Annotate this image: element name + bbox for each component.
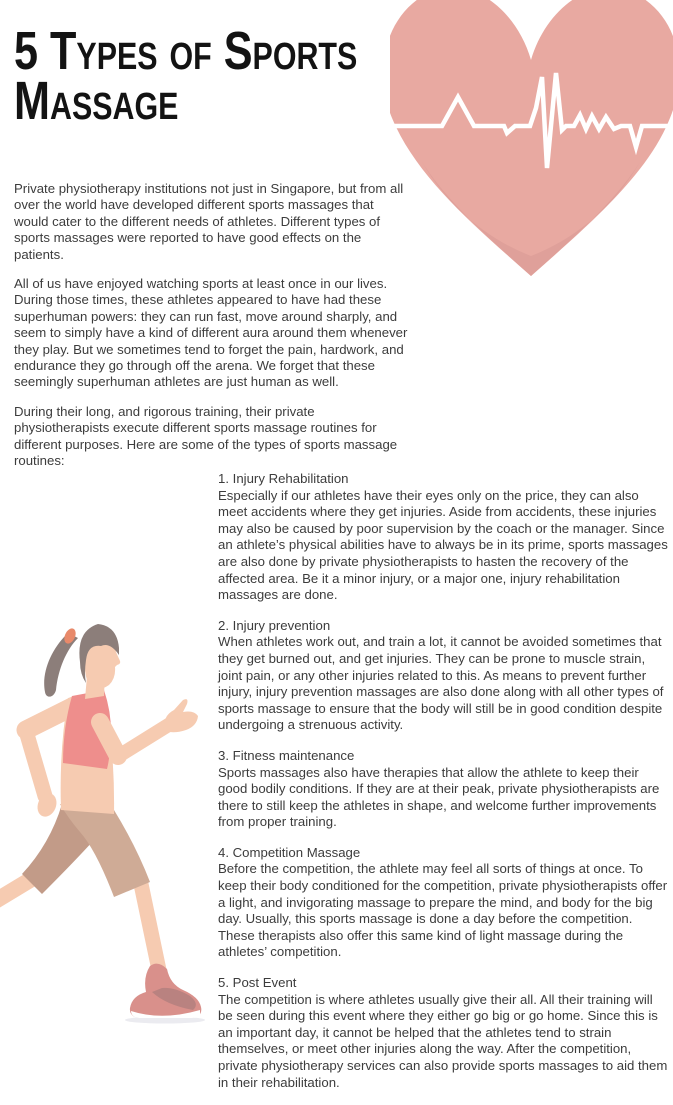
heart-ekg-illustration: [390, 0, 673, 286]
section-fitness-maintenance: [218, 748, 668, 831]
section-body: Before the competition, the athlete may feel all sorts of things at once. To keep their body conditioned for the competition, private physiotherapists offer a light, and invigorating massage to prepare the mind, and body for the big day. Usually, this sports massage is done a day before the competition. These therapists also offer this same kind of light massage during the athletes’ competition.: [218, 861, 668, 960]
section-competition-massage: [218, 845, 668, 961]
section-body: Sports massages also have therapies that allow the athlete to keep their good bodily conditions. If they are at their peak, private physiotherapists are there to still keep the athletes in shape, and welcome further improvements from proper training.: [218, 764, 660, 830]
section-injury-rehabilitation: [218, 471, 668, 604]
intro-paragraphs: [14, 181, 410, 483]
heart-icon: [390, 0, 673, 276]
section-post-event: [218, 975, 668, 1091]
section-body: Especially if our athletes have their eyes only on the price, they can also meet accidents where they get injuries. Aside from accidents, these injuries may also be caused by poor supervision by the coach or the manager. Since an athlete’s physical abilities have to always be in its prime, sports massages are also done by private physiotherapists to hasten the recovery of the affected area. Be it a minor injury, or a major one, injury rehabilitation massages are done.: [218, 487, 668, 603]
section-heading: 4. Competition Massage: [218, 844, 361, 860]
section-body: When athletes work out, and train a lot, it cannot be avoided sometimes that they get burned out, and get injuries. They can be prone to muscle strain, joint pain, or any other injuries related to this. As means to prevent further injury, injury prevention massages are also done along with all other types of sports massage to ensure that the body will still be in good condition despite undergoing a strenuous activity.: [218, 634, 664, 733]
section-heading: 5. Post Event: [218, 975, 297, 991]
jogging-woman-icon: [0, 624, 205, 1024]
section-injury-prevention: [218, 618, 668, 734]
section-body: The competition is where athletes usually give their all. All their training will be seen during this event where they either go big or go home. Since this is an important day, it cannot be helped that the athletes tend to strain themselves, or meet other injuries along the way. After the competition, private physiotherapy services can also provide sports massages to aid them in their rehabilitation.: [218, 991, 668, 1090]
section-heading: 3. Fitness maintenance: [218, 747, 355, 763]
runner-illustration: [0, 600, 220, 1024]
massage-type-sections: [218, 471, 668, 1105]
intro-paragraph-2: All of us have enjoyed watching sports at least once in our lives. During those times, these athletes appeared to have had these superhuman powers: they can run fast, move around sharply, and seem to simply have a kind of different aura around them whenever they play. But we sometimes tend to forget the pain, hardwork, and endurance they go through off the arena. We forget that these seemingly superhuman athletes are just human as well.: [14, 276, 408, 390]
page-title: 5 Types of Sports Massage: [14, 21, 358, 131]
section-heading: 1. Injury Rehabilitation: [218, 471, 349, 486]
section-heading: 2. Injury prevention: [218, 617, 331, 633]
intro-paragraph-3: During their long, and rigorous training, their private physiotherapists execute different sports massage routines for different purposes. Here are some of the types of sports massage routines:: [14, 403, 398, 469]
intro-paragraph-1: Private physiotherapy institutions not just in Singapore, but from all over the world have developed different sports massages that would cater to the different needs of athletes. Different types of sports massages were reported to have good effects on the patients.: [14, 181, 404, 262]
